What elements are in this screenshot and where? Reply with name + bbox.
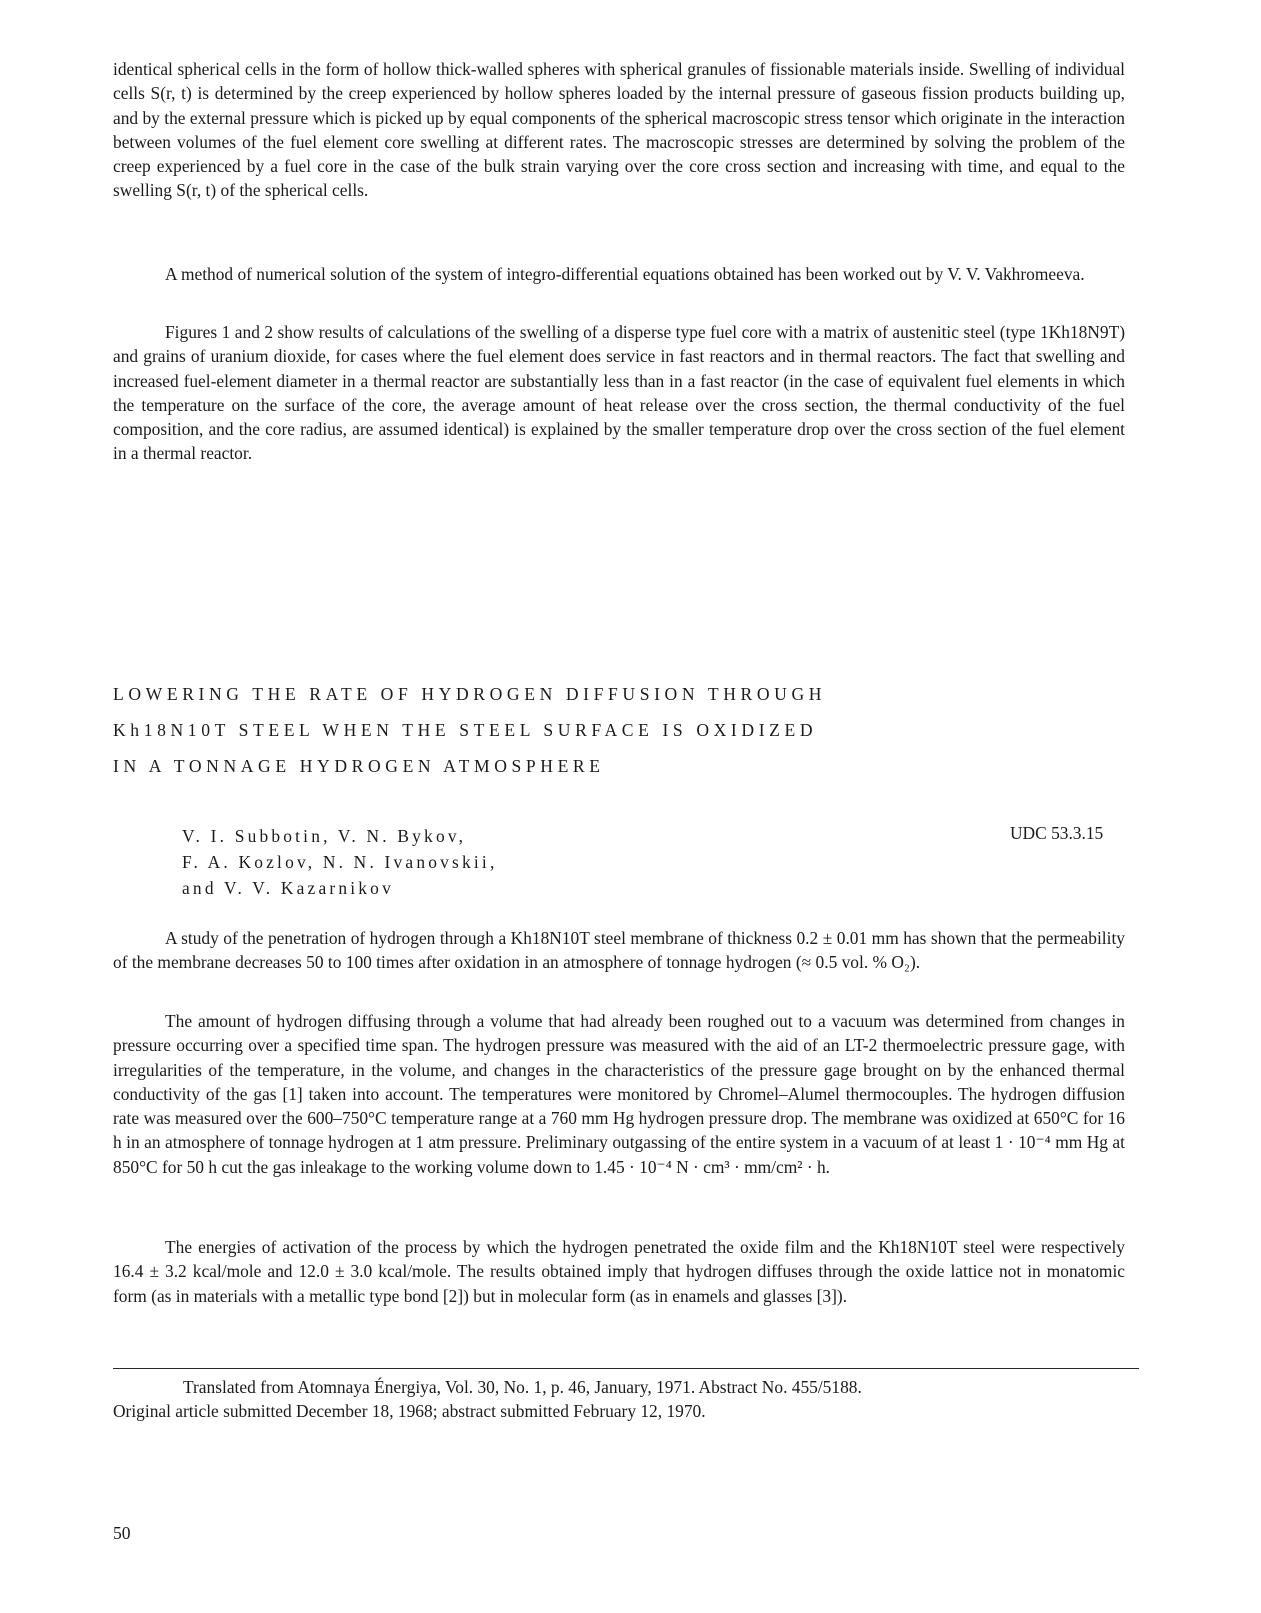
- footnote-line-1: Translated from Atomnaya Énergiya, Vol. 30, No. 1, p. 46, January, 1971. Abstract No. 455/5188.: [183, 1377, 862, 1397]
- author-list: [182, 823, 498, 901]
- continuation-paragraph-3: Figures 1 and 2 show results of calculations of the swelling of a disperse type fuel core with a matrix of austenitic steel (type 1Kh18N9T) and grains of uranium dioxide, for cases where the fuel element does service in fast reactors and in thermal reactors. The fact that swelling and increased fuel-element diameter in a thermal reactor are substantially less than in a fast reactor (in the case of equivalent fuel elements in which the temperature on the surface of the core, the average amount of heat release over the cross section, the thermal conductivity of the fuel composition, and the core radius, are assumed identical) is explained by the smaller temperature drop over the cross section of the fuel element in a thermal reactor.: [113, 322, 1125, 464]
- continuation-paragraph-1: identical spherical cells in the form of hollow thick-walled spheres with spherical granules of fissionable materials inside. Swelling of individual cells S(r, t) is determined by the creep experienced by hollow spheres loaded by the internal pressure of gaseous fission products building up, and by the external pressure which is picked up by equal components of the spherical macroscopic stress tensor which originate in the interaction between volumes of the fuel element core swelling at different rates. The macroscopic stresses are determined by solving the problem of the creep experienced by a fuel core in the case of the bulk strain varying over the core cross section and increasing with time, and equal to the swelling S(r, t) of the spherical cells.: [113, 59, 1125, 201]
- footnote-divider: [113, 1368, 1139, 1369]
- article-paragraph-1: A study of the penetration of hydrogen through a Kh18N10T steel membrane of thickness 0.2 ± 0.01 mm has shown that the permeability of the membrane decreases 50 to 100 times after oxidation in an atmosphere of tonnage hydrogen (≈ 0.5 vol. % O₂).: [113, 928, 1125, 973]
- article-title-line-3: IN A TONNAGE HYDROGEN ATMOSPHERE: [113, 756, 605, 776]
- continuation-paragraph-2: A method of numerical solution of the system of integro-differential equations obtained has been worked out by V. V. Vakhromeeva.: [165, 264, 1085, 284]
- page-number: 50: [113, 1523, 131, 1543]
- udc-code: UDC 53.3.15: [1010, 823, 1104, 843]
- article-paragraph-3: The energies of activation of the process by which the hydrogen penetrated the oxide film and the Kh18N10T steel were respectively 16.4 ± 3.2 kcal/mole and 12.0 ± 3.0 kcal/mole. The results obtained imply that hydrogen diffuses through the oxide lattice not in monatomic form (as in materials with a metallic type bond [2]) but in molecular form (as in enamels and glasses [3]).: [113, 1237, 1125, 1306]
- article-title-line-1: LOWERING THE RATE OF HYDROGEN DIFFUSION THROUGH: [113, 684, 827, 704]
- author-line-3: and V. V. Kazarnikov: [182, 878, 394, 898]
- article-paragraph-2: The amount of hydrogen diffusing through a volume that had already been roughed out to a vacuum was determined from changes in pressure occurring over a specified time span. The hydrogen pressure was measured with the aid of an LT-2 thermoelectric pressure gage, with irregularities of the temperature, in the volume, and changes in the characteristics of the pressure gage brought on by the enhanced thermal conductivity of the gas [1] taken into account. The temperatures were monitored by Chromel–Alumel thermocouples. The hydrogen diffusion rate was measured over the 600–750°C temperature range at a 760 mm Hg hydrogen pressure drop. The membrane was oxidized at 650°C for 16 h in an atmosphere of tonnage hydrogen at 1 atm pressure. Preliminary outgassing of the entire system in a vacuum of at least 1 · 10⁻⁴ mm Hg at 850°C for 50 h cut the gas inleakage to the working volume down to 1.45 · 10⁻⁴ N · cm³ · mm/cm² · h.: [113, 1011, 1125, 1177]
- article-title-line-2: Kh18N10T STEEL WHEN THE STEEL SURFACE IS OXIDIZED: [113, 720, 818, 740]
- author-line-2: F. A. Kozlov, N. N. Ivanovskii,: [182, 852, 498, 872]
- translation-footnote: [113, 1375, 1139, 1423]
- footnote-line-2: Original article submitted December 18, 1968; abstract submitted February 12, 1970.: [113, 1401, 706, 1421]
- author-line-1: V. I. Subbotin, V. N. Bykov,: [182, 826, 467, 846]
